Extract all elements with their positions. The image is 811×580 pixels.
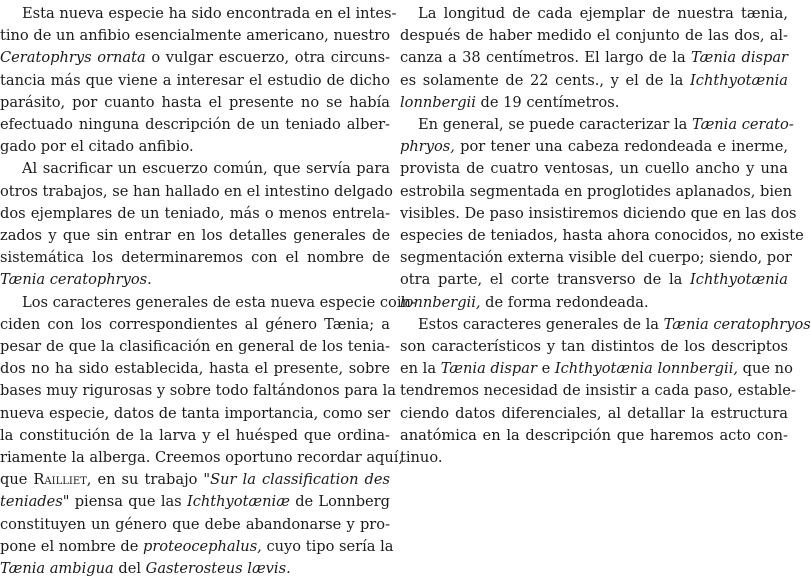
text-line [400, 47, 788, 69]
text-span: riamente la alberga. Creemos oportuno recordar aquí, [0, 449, 404, 466]
text-span: de forma redondeada. [480, 293, 649, 311]
text-span: después de haber medido el conjunto de las dos, al- [400, 27, 788, 45]
text-line [400, 158, 788, 180]
text-line [0, 514, 390, 536]
text-span: Tænia dispar [440, 360, 537, 378]
text-line [0, 47, 390, 69]
text-line [0, 25, 390, 47]
text-span: segmentación externa visible del cuerpo; siendo, por [400, 249, 792, 267]
text-span: visibles. De paso insistiremos diciendo que en las dos [400, 204, 797, 222]
text-span: dos no ha sido establecida, hasta el presente, sobre [0, 360, 390, 378]
text-line [400, 247, 792, 269]
text-line [0, 92, 390, 114]
text-span: piensa que las [69, 493, 187, 511]
text-line [0, 181, 393, 203]
text-line [0, 314, 390, 336]
text-span: es solamente de 22 cents., y el de la [400, 71, 691, 89]
text-span: estrobila segmentada en proglotides aplanados, bien [400, 182, 793, 200]
text-span: teniades" [0, 493, 70, 511]
text-span: gado por el citado anfibio. [0, 138, 194, 156]
text-span: del [113, 560, 146, 577]
text-span: constituyen un género que debe abandonarse y pro- [0, 515, 390, 533]
text-line [0, 380, 396, 402]
text-span: proteocephalus, [142, 537, 262, 555]
text-span: anatómica en la descripción que haremos acto con- [400, 426, 788, 444]
text-span: Railliet [33, 471, 87, 489]
text-line [0, 358, 390, 380]
text-span: son característicos y tan distintos de los descriptos [400, 338, 788, 355]
text-span: tancia más que viene a interesar el estudio de dicho [0, 71, 390, 89]
text-span: tinuo. [400, 449, 443, 466]
text-line [0, 70, 390, 92]
text-span: nueva especie, datos de tanta importancia, como ser [0, 404, 391, 422]
text-line [0, 336, 390, 358]
text-span: bases muy rigurosas y sobre todo faltándonos para la [0, 382, 396, 400]
text-line [0, 269, 390, 291]
text-span: la constitución de la larva y el huésped que ordina- [0, 426, 390, 444]
text-span: sistemática los determinaremos con el nombre de [0, 249, 390, 267]
text-span: Ceratophrys ornata [0, 49, 146, 67]
text-span: en la [400, 360, 441, 378]
text-span: lonnbergii [400, 93, 476, 111]
text-span: Gasterosteus lævis. [145, 560, 291, 577]
text-line [400, 269, 788, 291]
text-span: Tænia ceratophryos. [0, 271, 152, 289]
text-line [400, 92, 788, 114]
text-line [400, 314, 811, 336]
text-line [400, 336, 788, 358]
text-span: phryos, [400, 138, 455, 156]
text-span: dos ejemplares de un teniado, más o menos entrela- [0, 204, 390, 222]
text-span: que [0, 471, 34, 489]
text-line [0, 203, 390, 225]
text-span: Los caracteres generales de esta nueva especie coin- [22, 293, 416, 311]
text-span: Ichthyotænia [690, 71, 788, 89]
text-line [0, 136, 390, 158]
text-span: cuyo tipo sería la [261, 537, 394, 555]
text-span: En general, se puede caracterizar la [418, 116, 692, 133]
text-line [400, 25, 788, 47]
text-span: e [536, 360, 555, 378]
text-line [400, 447, 788, 469]
text-span: ciden con los correspondientes al género Tænia; a [0, 315, 390, 333]
text-span: parásito, por cuanto hasta el presente no se había [0, 93, 390, 111]
text-line [0, 558, 390, 580]
text-span: Tænia cerato- [691, 116, 794, 133]
text-span: "Sur la classification des [203, 471, 390, 489]
text-span: Tænia ceratophryos [663, 315, 811, 333]
text-span: de Lonnberg [289, 493, 390, 511]
text-line [400, 3, 788, 25]
text-line [400, 225, 804, 247]
text-span: Ichthyotænia lonnbergii, [554, 360, 739, 378]
text-span: , en su trabajo [86, 471, 204, 489]
text-span: efectuado ninguna descripción de un teniado alber- [0, 116, 390, 133]
text-span: tendremos necesidad de insistir a cada paso, estable- [400, 382, 796, 400]
text-span: Estos caracteres generales de la [418, 315, 664, 333]
text-line [0, 469, 390, 491]
text-span: ciendo datos diferenciales, al detallar la estructura [400, 404, 788, 422]
text-span: otra parte, el corte transverso de la [400, 271, 691, 289]
text-line [0, 536, 394, 558]
text-span: zados y que sin entrar en los detalles generales de [0, 227, 390, 244]
text-line [400, 203, 797, 225]
text-line [400, 181, 793, 203]
text-line [0, 225, 390, 247]
text-line [0, 425, 390, 447]
text-span: tino de un anfibio esencialmente americano, nuestro [0, 27, 390, 45]
text-span: Ichthyotæniæ [186, 493, 290, 511]
text-line [0, 158, 390, 180]
text-line [0, 447, 404, 469]
text-line [400, 114, 794, 136]
text-line [400, 403, 788, 425]
text-line [0, 114, 390, 136]
text-span: especies de teniados, hasta ahora conocidos, no existe [400, 227, 804, 244]
text-span: pone el nombre de [0, 537, 143, 555]
text-span: o vulgar escuerzo, otra circuns- [145, 49, 390, 67]
text-span: provista de cuatro ventosas, un cuello ancho y una [400, 160, 788, 178]
text-span: pesar de que la clasificación en general de los tenia- [0, 338, 390, 355]
text-span: Tænia dispar [691, 49, 789, 67]
text-span: Al sacrificar un escuerzo común, que servía para [22, 160, 390, 178]
text-line [0, 3, 397, 25]
text-span: otros trabajos, se han hallado en el intestino delgado [0, 182, 393, 200]
text-line [400, 380, 796, 402]
text-span: Ichthyotænia [690, 271, 788, 289]
text-line [0, 403, 390, 425]
text-span: Tænia ambigua [0, 560, 114, 577]
text-line [400, 136, 788, 158]
text-span: La longitud de cada ejemplar de nuestra tænia, [418, 5, 788, 22]
text-line [400, 292, 788, 314]
text-span: canza a 38 centímetros. El largo de la [400, 49, 692, 67]
text-span: por tener una cabeza redondeada e inerme, [454, 138, 788, 156]
text-line [400, 358, 793, 380]
text-line [400, 70, 788, 92]
text-line [0, 491, 390, 513]
text-line [0, 247, 390, 269]
text-line [400, 425, 788, 447]
text-span: Esta nueva especie ha sido encontrada en el intes- [22, 5, 397, 22]
text-span: de 19 centímetros. [475, 93, 620, 111]
text-line [0, 292, 416, 314]
text-span: que no [738, 360, 793, 378]
text-span: lonnbergii, [400, 293, 481, 311]
